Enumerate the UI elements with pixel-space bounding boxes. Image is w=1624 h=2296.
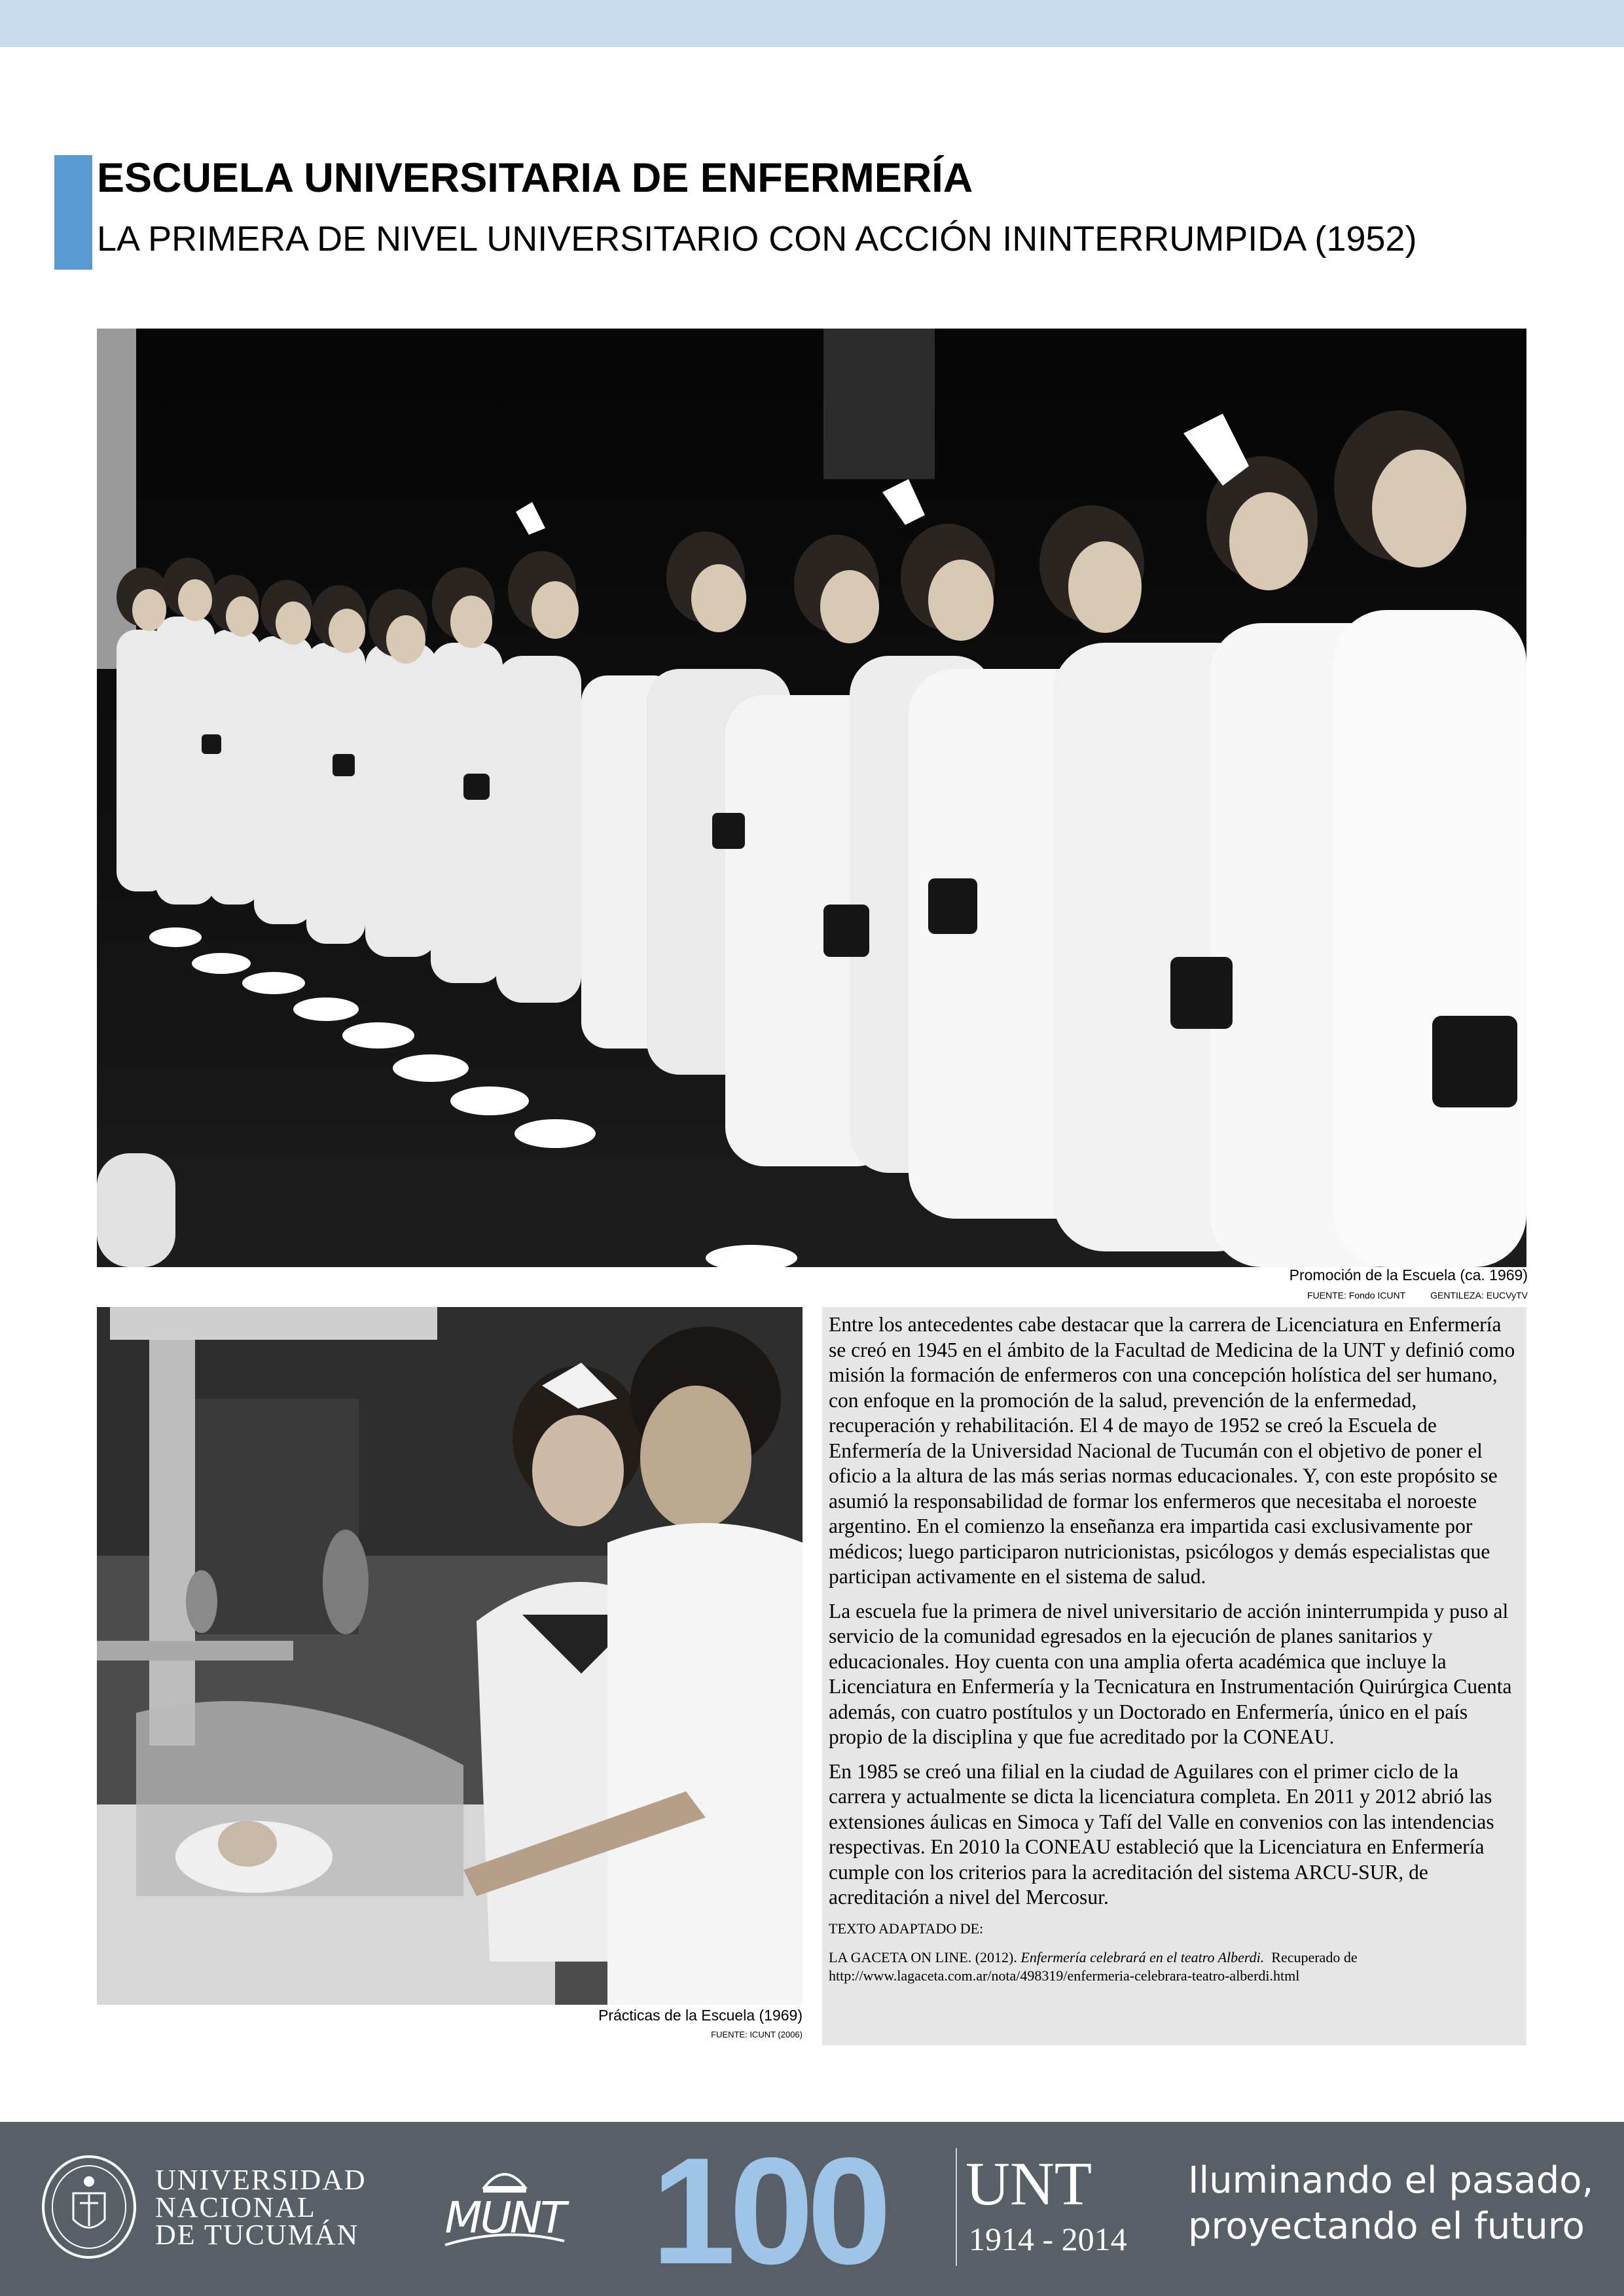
photo-practice-incubator [97, 1307, 803, 2005]
body-paragraph: En 1985 se creó una filial en la ciudad de Aguilares con el primer ciclo de la carrera y actualmente se dicta la licenciatura completa. En 2011 y 2012 abrió las extensiones áulicas en Simoca y Tafí del Valle en convenios con las intendencias respectivas. En 2010 la CONEAU estableció que la Licenciatura en Enfermería cumple con los criterios para la acreditación del sistema ARCU-SUR, de acreditación a nivel del Mercosur. [829, 1759, 1494, 1909]
photo-graduation-ceremony [97, 329, 1526, 1267]
centenary-divider [956, 2148, 957, 2266]
university-name [155, 2166, 367, 2249]
reference-prefix: LA GACETA ON LINE. (2012). [829, 1948, 1021, 1965]
university-name-line: UNIVERSIDAD [155, 2164, 367, 2196]
centenary-years: 1914 - 2014 [969, 2221, 1127, 2257]
main-photo-caption: Promoción de la Escuela (ca. 1969) [1289, 1266, 1528, 1283]
university-name-line: DE TUCUMÁN [155, 2219, 359, 2251]
secondary-photo-source: FUENTE: ICUNT (2006) [711, 2030, 803, 2039]
page-title: ESCUELA UNIVERSITARIA DE ENFERMERÍA [97, 155, 973, 201]
body-paragraph: La escuela fue la primera de nivel universitario de acción ininterrumpida y puso al servicio de la comunidad egresados en la ejecución de planes sanitarios y educacionales. Hoy cuenta con una amplia oferta académica que incluye la Licenciatura en Enfermería y la Tecnicatura en Instrumentación Quirúrgica Cuenta además, con cuatro postítulos y un Doctorado en Enfermería, único en el país propio de la disciplina y que fue acreditado por la CONEAU. [829, 1599, 1512, 1748]
centenary-org: UNT [965, 2150, 1092, 2218]
museum-logo-text: MUNT [444, 2193, 565, 2243]
reference-suffix: Recuperado de [1264, 1948, 1358, 1965]
page-subtitle: LA PRIMERA DE NIVEL UNIVERSITARIO CON ACCIÓN ININTERRUMPIDA (1952) [97, 219, 1417, 259]
footer [0, 2122, 1624, 2296]
slogan-line: Iluminando el pasado, [1188, 2159, 1594, 2202]
body-text-box [822, 1307, 1526, 2045]
top-band [0, 0, 1624, 47]
slogan-line: proyectando el futuro [1188, 2205, 1585, 2248]
centenary-100-logo [651, 2148, 951, 2271]
university-name-line: NACIONAL [155, 2191, 316, 2223]
reference-heading: TEXTO ADAPTADO DE: [829, 1920, 984, 1937]
university-seal-icon [41, 2154, 137, 2260]
reference-url: http://www.lagaceta.com.ar/nota/498319/enfermeria-celebrara-teatro-alberdi.html [829, 1967, 1300, 1984]
main-photo-source [1307, 1290, 1528, 1300]
secondary-photo-caption: Prácticas de la Escuela (1969) [598, 2007, 803, 2024]
main-photo-credit: GENTILEZA: EUCVyTV [1430, 1290, 1528, 1300]
body-paragraph: Entre los antecedentes cabe destacar que la carrera de Licenciatura en Enfermería se creó en 1945 en el ámbito de la Facultad de Medicina de la UNT y definió como misión la formación de enfermeros con una concepción holística del ser humano, con enfoque en la promoción de la salud, prevención de la enfermedad, recuperación y rehabilitación. El 4 de mayo de 1952 se creó la Escuela de Enfermería de la Universidad Nacional de Tucumán con el objetivo de poner el oficio a la altura de las más serias normas educacionales. Y, con este propósito se asumió la responsabilidad de formar los enfermeros que necesitaba el noroeste argentino. En el comienzo la enseñanza era impartida casi exclusivamente por médicos; luego participaron nutricionistas, psicólogos y demás especialistas que participan activamente en el sistema de salud. [829, 1313, 1515, 1588]
main-photo-source-text: FUENTE: Fondo ICUNT [1307, 1290, 1406, 1300]
reference-citation [829, 1948, 1519, 1967]
title-accent-bar [54, 155, 92, 270]
slogan [1188, 2158, 1593, 2250]
reference-title: Enfermería celebrará en el teatro Alberdi. [1020, 1948, 1265, 1965]
centenary-number: 100 [651, 2148, 886, 2271]
